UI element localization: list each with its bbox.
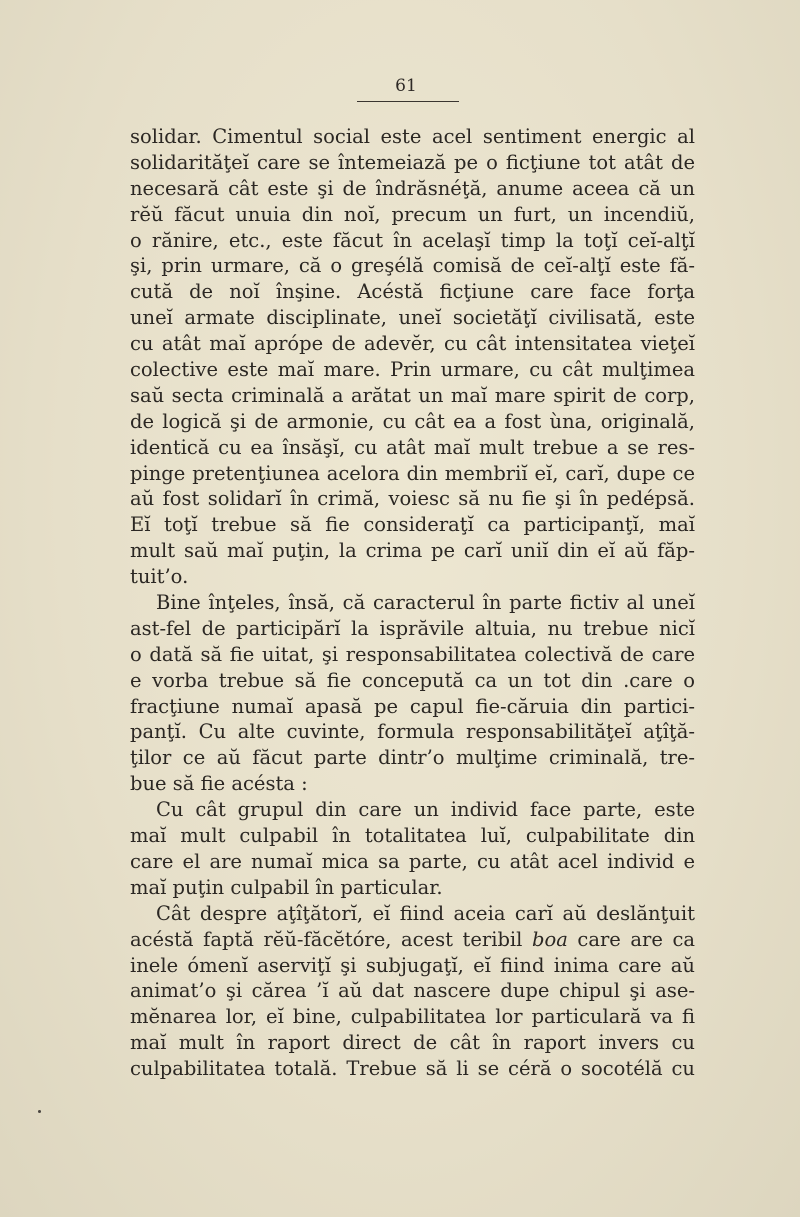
- text-line: fracţiune numaĭ apasă pe capul fie-căruia din partici-: [130, 694, 695, 718]
- text-line: pinge pretenţiunea acelora din membriĭ eĭ, carĭ, dupe ce: [130, 461, 695, 485]
- text-line: o dată să fie uitat, şi responsabilitatea colectivă de care: [130, 642, 695, 666]
- text-line: bue să fie acésta :: [130, 772, 308, 796]
- text-line: cută de noĭ înşine. Acéstă ficţiune care face forţa: [130, 280, 695, 304]
- text-line: o rănire, etc., este făcut în acelaşĭ timp la toţĭ ceĭ-alţĭ: [130, 228, 695, 252]
- text-line: acéstă faptă rĕŭ-făcĕtóre, acest teribil boa care are ca: [130, 927, 696, 951]
- text-line: rĕŭ făcut unuia din noĭ, precum un furt, un incendiŭ,: [130, 202, 695, 226]
- text-line: necesară cât este şi de îndrăsnéţă, anume aceea că un: [130, 176, 695, 200]
- text-line: colective este maĭ mare. Prin urmare, cu cât mulţimea: [130, 358, 695, 382]
- speck-mark: [38, 1110, 41, 1113]
- text-line: mult saŭ maĭ puţin, la crima pe carĭ uniĭ din eĭ aŭ făp-: [130, 539, 695, 563]
- text-line: solidar. Cimentul social este acel sentiment energic al: [130, 125, 695, 148]
- text-line: culpabilitatea totală. Trebue să li se céră o socotélă cu: [130, 1057, 695, 1081]
- text-line: mĕnarea lor, eĭ bine, culpabilitatea lor particulară va fi: [130, 1005, 695, 1029]
- text-line: tuit’o.: [130, 565, 189, 589]
- italic-word: boa: [531, 927, 568, 951]
- text-line: Eĭ toţĭ trebue să fie consideraţĭ ca participanţĭ, maĭ: [130, 513, 695, 537]
- text-line: Cu cât grupul din care un individ face parte, este: [156, 798, 695, 822]
- text-line: e vorba trebue să fie concepută ca un tot din .care o: [130, 668, 695, 692]
- page-number: 61: [395, 76, 417, 96]
- text-line: Cât despre aţîţătorĭ, eĭ fiind aceia carĭ aŭ deslănţuit: [156, 901, 695, 925]
- text-line: panţĭ. Cu alte cuvinte, formula responsabilităţeĭ aţîţă-: [130, 720, 695, 744]
- text-line: saŭ secta criminală a arătat un maĭ mare spirit de corp,: [130, 383, 695, 407]
- text-line: solidarităţeĭ care se întemeiază pe o ficţiune tot atât de: [130, 150, 695, 174]
- header-rule: [357, 101, 459, 102]
- text-line: identică cu ea însăşĭ, cu atât maĭ mult trebue a se res-: [130, 435, 695, 459]
- text-line: maĭ puţin culpabil în particular.: [130, 875, 443, 899]
- text-line: Bine înţeles, însă, că caracterul în parte fictiv al uneĭ: [156, 591, 695, 615]
- text-line: aŭ fost solidarĭ în crimă, voiesc să nu fie şi în pedépsă.: [130, 487, 695, 511]
- text-line: care el are numaĭ mica sa parte, cu atât acel individ e: [130, 849, 695, 873]
- text-line: animat’o şi cărea ’ĭ aŭ dat nascere dupe chipul şi ase-: [130, 979, 695, 1003]
- text-line: maĭ mult în raport direct de cât în raport invers cu: [130, 1031, 695, 1055]
- text-line: inele ómenĭ aserviţĭ şi subjugaţĭ, eĭ fiind inima care aŭ: [130, 953, 695, 977]
- text-line: de logică şi de armonie, cu cât ea a fost ùna, originală,: [130, 409, 695, 433]
- text-line: ţilor ce aŭ făcut parte dintr’o mulţime criminală, tre-: [130, 746, 695, 770]
- body-text: [130, 124, 695, 1082]
- text-line: maĭ mult culpabil în totalitatea luĭ, culpabilitate din: [130, 824, 695, 848]
- text-line: ast-fel de participărĭ la isprăvile altuia, nu trebue nicĭ: [130, 616, 695, 640]
- text-line: uneĭ armate disciplinate, uneĭ societăţĭ civilisată, este: [130, 306, 695, 330]
- text-line: şi, prin urmare, că o greşélă comisă de ceĭ-alţĭ este fă-: [130, 254, 695, 278]
- text-line: cu atât maĭ aprópe de adevĕr, cu cât intensitatea vieţeĭ: [130, 332, 695, 356]
